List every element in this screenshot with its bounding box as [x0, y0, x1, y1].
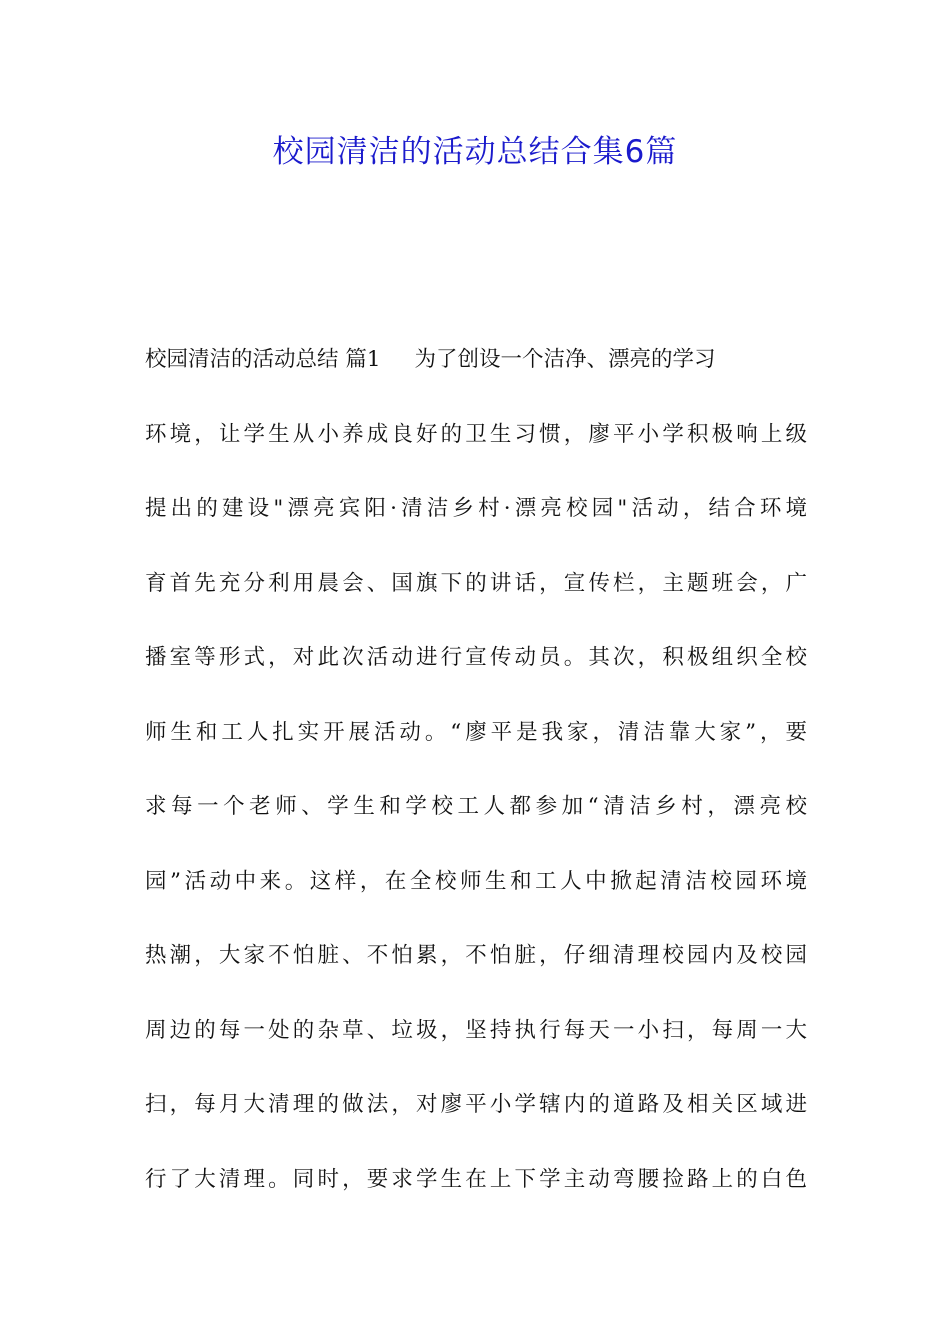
body-line-5: 播室等形式，对此次活动进行宣传动员。其次，积极组织全校 — [145, 645, 807, 670]
body-line-1 — [145, 338, 807, 413]
body-line-6: 师生和工人扎实开展活动。“廖平是我家，清洁靠大家”，要 — [145, 719, 807, 745]
section-heading: 校园清洁的活动总结 篇1 — [145, 347, 381, 372]
body-line-2: 环境，让学生从小养成良好的卫生习惯，廖平小学积极响上级 — [145, 421, 807, 447]
body-line-10: 周边的每一处的杂草、垃圾，坚持执行每天一小扫，每周一大 — [145, 1017, 807, 1043]
document-body — [145, 338, 807, 1232]
body-line-12: 行了大清理。同时，要求学生在上下学主动弯腰捡路上的白色 — [145, 1166, 807, 1192]
body-line-3: 提出的建设"漂亮宾阳·清洁乡村·漂亮校园"活动，结合环境 — [145, 496, 807, 521]
document-title: 校园清洁的活动总结合集6篇 — [272, 134, 678, 170]
body-line-7: 求每一个老师、学生和学校工人都参加“清洁乡村，漂亮校 — [145, 794, 807, 819]
body-line-8: 园”活动中来。这样，在全校师生和工人中掀起清洁校园环境 — [145, 868, 807, 894]
body-line-9: 热潮，大家不怕脏、不怕累，不怕脏，仔细清理校园内及校园 — [145, 943, 807, 968]
body-line-4: 育首先充分利用晨会、国旗下的讲话，宣传栏，主题班会，广 — [145, 570, 807, 596]
body-line-11: 扫，每月大清理的做法，对廖平小学辖内的道路及相关区域进 — [145, 1092, 807, 1117]
first-line-text: 为了创设一个洁净、漂亮的学习 — [414, 347, 716, 372]
